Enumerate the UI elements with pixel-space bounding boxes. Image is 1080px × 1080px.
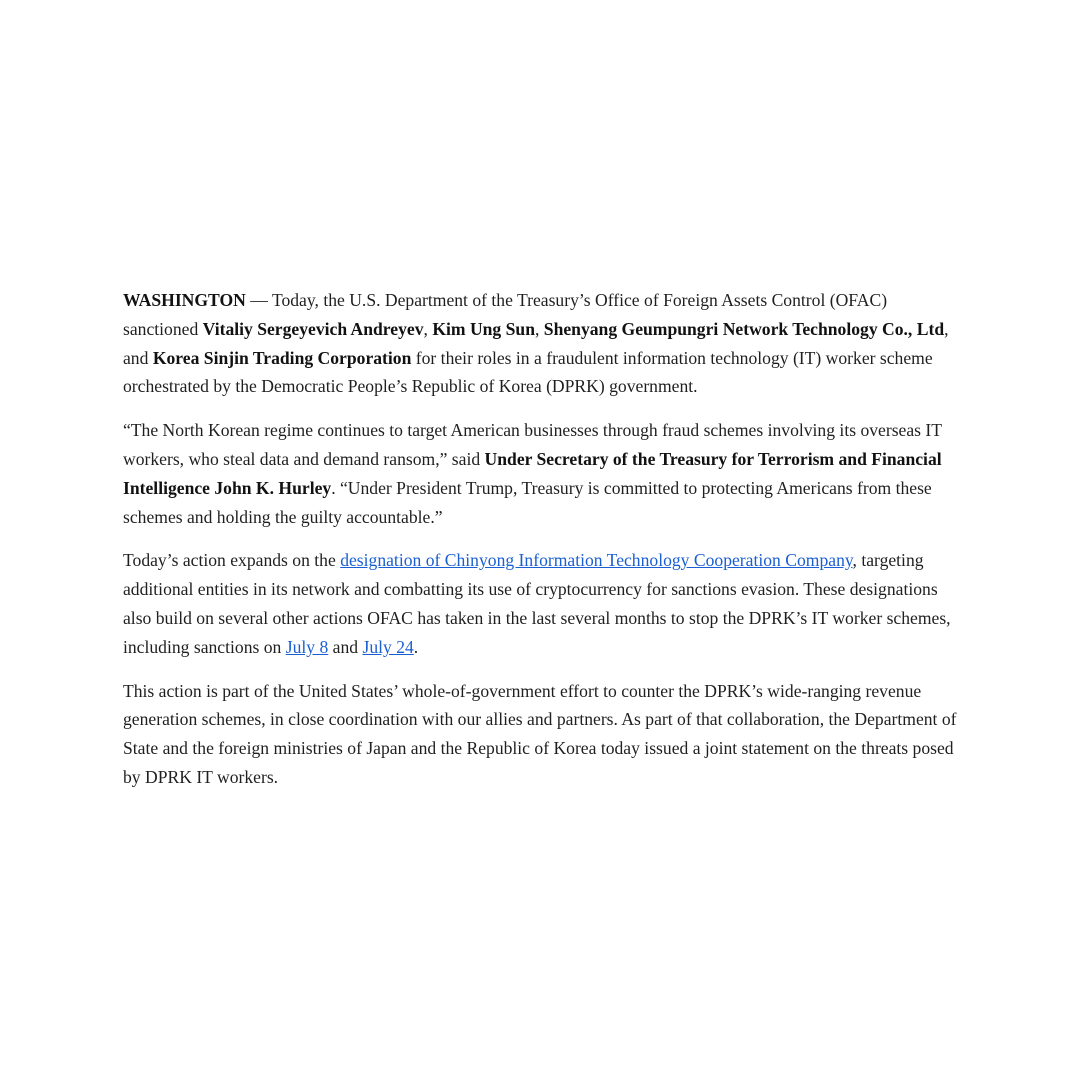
designation-link[interactable]: designation of Chinyong Information Technology Cooperation Company <box>340 550 853 571</box>
p3-text-3: and <box>328 636 363 657</box>
paragraph-1 <box>123 286 963 401</box>
july-8-link[interactable]: July 8 <box>285 636 329 657</box>
sanctioned-name-1: Vitaliy Sergeyevich Andreyev <box>202 318 424 339</box>
july-24-link[interactable]: July 24 <box>362 636 414 657</box>
p1-text-5: for their roles in a fraudulent information technology (IT) worker scheme orchestrated by the Democratic People’s Republic of Korea (DPRK) government. <box>123 347 933 397</box>
p3-text-2: , targeting additional entities in its network and combatting its use of cryptocurrency for sanctions evasion. These designations also build on several other actions OFAC has taken in the last several months to stop the DPRK’s IT worker schemes, including sanctions on <box>123 550 951 657</box>
speaker-name: Under Secretary of the Treasury for Terrorism and Financial Intelligence John K. Hurley <box>123 448 942 498</box>
paragraph-2 <box>123 416 963 531</box>
p1-text-3: , <box>534 318 544 339</box>
sanctioned-entity-2: Korea Sinjin Trading Corporation <box>152 347 412 368</box>
p1-text-4: , and <box>123 318 949 368</box>
p1-text-1: — Today, the U.S. Department of the Treasury’s Office of Foreign Assets Control (OFAC) sanctioned <box>123 290 888 339</box>
press-release-body <box>123 286 963 807</box>
dateline: WASHINGTON <box>123 290 246 310</box>
p2-text-1: “The North Korean regime continues to target American businesses through fraud schemes involving its overseas IT workers, who steal data and demand ransom,” said <box>123 420 942 469</box>
paragraph-3 <box>123 546 963 661</box>
p3-text-4: . <box>413 636 419 657</box>
sanctioned-name-2: Kim Ung Sun <box>432 318 535 339</box>
p3-text-1: Today’s action expands on the <box>123 550 341 571</box>
p2-text-2: . “Under President Trump, Treasury is committed to protecting Americans from these schemes and holding the guilty accountable.” <box>123 477 932 527</box>
p1-text-2: , <box>423 318 433 339</box>
sanctioned-entity-1: Shenyang Geumpungri Network Technology Co., Ltd <box>543 318 945 339</box>
paragraph-4: This action is part of the United States’ whole-of-government effort to counter the DPRK’s wide-ranging revenue generation schemes, in close coordination with our allies and partners. As part of that collaboration, the Department of State and the foreign ministries of Japan and the Republic of Korea today issued a joint statement on the threats posed by DPRK IT workers. <box>123 680 957 787</box>
